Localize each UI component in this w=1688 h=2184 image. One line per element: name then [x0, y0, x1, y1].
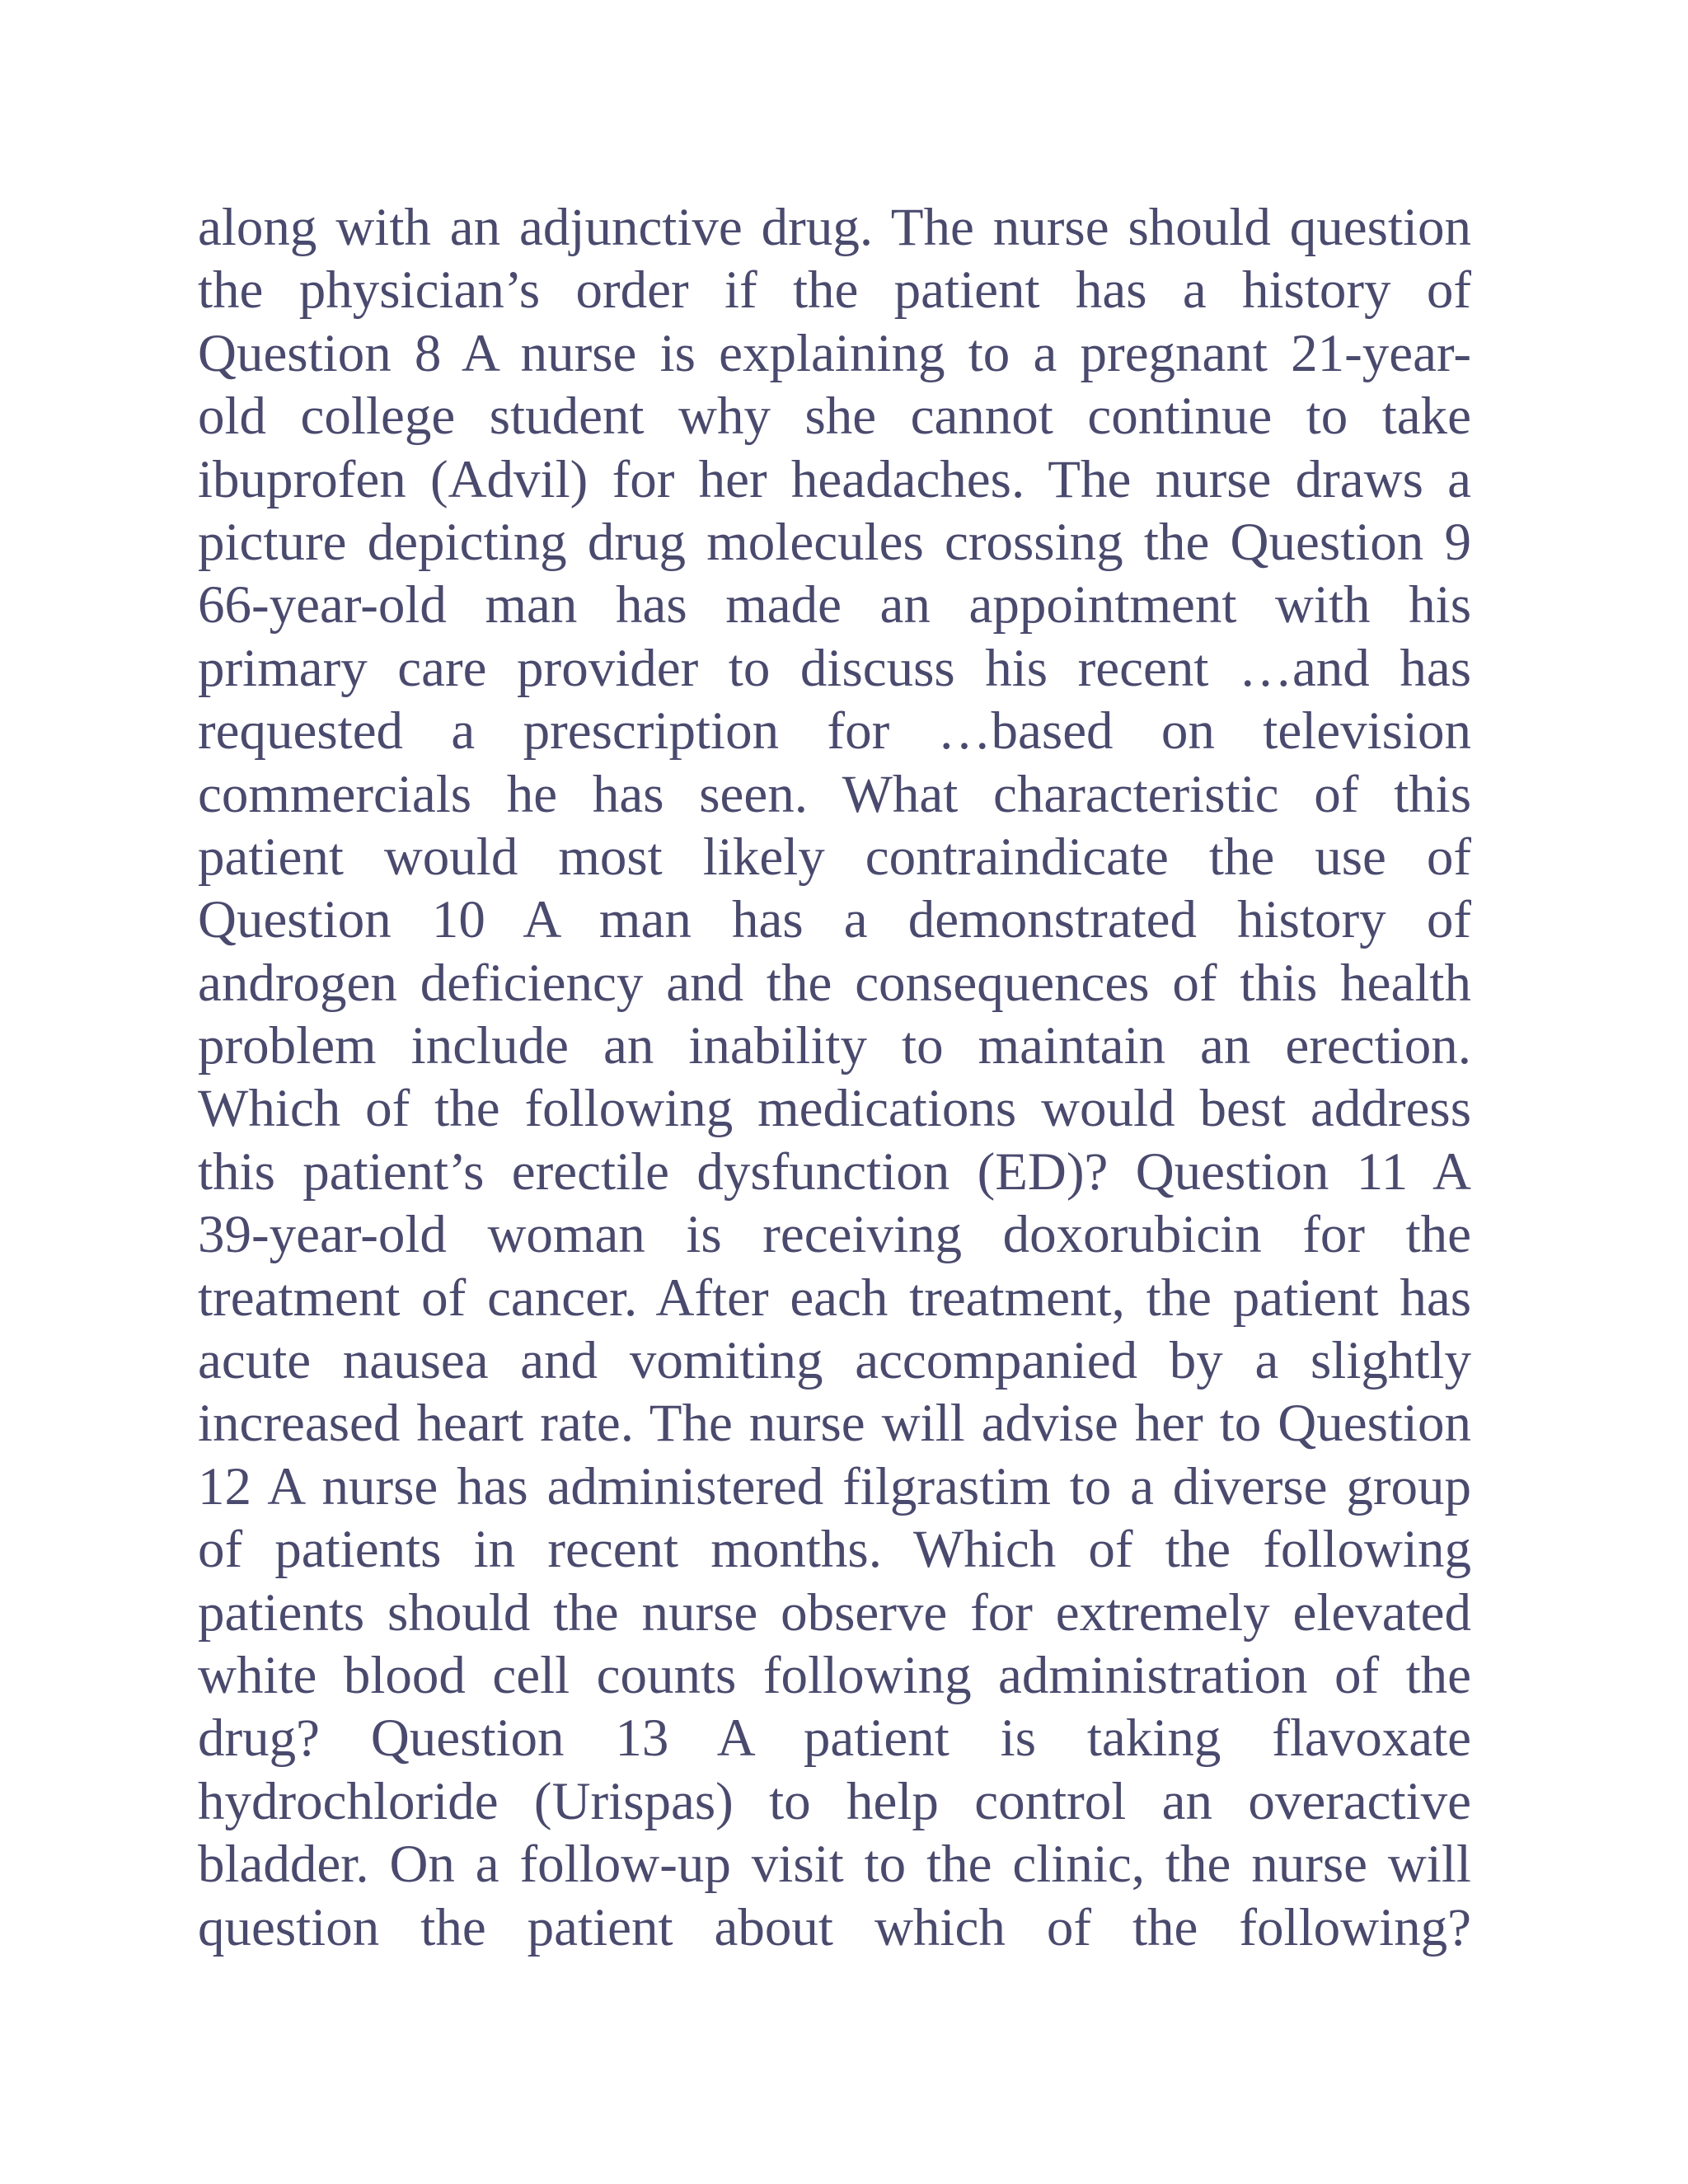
text-line: white blood cell counts following administration of the — [198, 1645, 1471, 1705]
text-line: this patient’s erectile dysfunction (ED)? Question 11 A — [198, 1141, 1471, 1202]
text-line: requested a prescription for …based on television — [198, 701, 1471, 762]
text-line: Question 10 A man has a demonstrated history of — [198, 890, 1471, 950]
text-line: primary care provider to discuss his recent …and has — [198, 638, 1471, 698]
text-line: bladder. On a follow-up visit to the clinic, the nurse will — [198, 1835, 1471, 1895]
text-line: Which of the following medications would best address — [198, 1079, 1471, 1139]
text-line: increased heart rate. The nurse will advise her to Question — [198, 1394, 1471, 1454]
text-line: androgen deficiency and the consequences of this health — [198, 953, 1471, 1013]
text-line: hydrochloride (Urispas) to help control an overactive — [198, 1771, 1471, 1831]
text-line: commercials he has seen. What characteristic of this — [198, 764, 1471, 824]
text-line: question the patient about which of the following? — [198, 1897, 1471, 1957]
text-line: Question 8 A nurse is explaining to a pregnant 21-year- — [198, 323, 1471, 383]
text-line: picture depicting drug molecules crossing the Question 9 — [198, 512, 1471, 572]
text-line: patients should the nurse observe for extremely elevated — [198, 1582, 1471, 1643]
text-line: the physician’s order if the patient has a history of — [198, 260, 1471, 321]
text-line: drug? Question 13 A patient is taking flavoxate — [198, 1708, 1471, 1769]
text-line: old college student why she cannot continue to take — [198, 387, 1471, 447]
text-line: 66-year-old man has made an appointment with his — [198, 575, 1471, 635]
text-line: ibuprofen (Advil) for her headaches. The nurse draws a — [198, 449, 1471, 509]
body-text — [198, 196, 1471, 1959]
text-line: 12 A nurse has administered filgrastim to a diverse group — [198, 1456, 1471, 1516]
text-line: patient would most likely contraindicate the use of — [198, 827, 1471, 887]
text-line: 39-year-old woman is receiving doxorubicin for the — [198, 1205, 1471, 1265]
text-line: along with an adjunctive drug. The nurse should question — [198, 198, 1471, 257]
text-line: problem include an inability to maintain an erection. — [198, 1016, 1471, 1076]
text-line: acute nausea and vomiting accompanied by a slightly — [198, 1331, 1471, 1391]
text-line: of patients in recent months. Which of the following — [198, 1520, 1471, 1580]
text-line: treatment of cancer. After each treatment, the patient has — [198, 1268, 1471, 1328]
